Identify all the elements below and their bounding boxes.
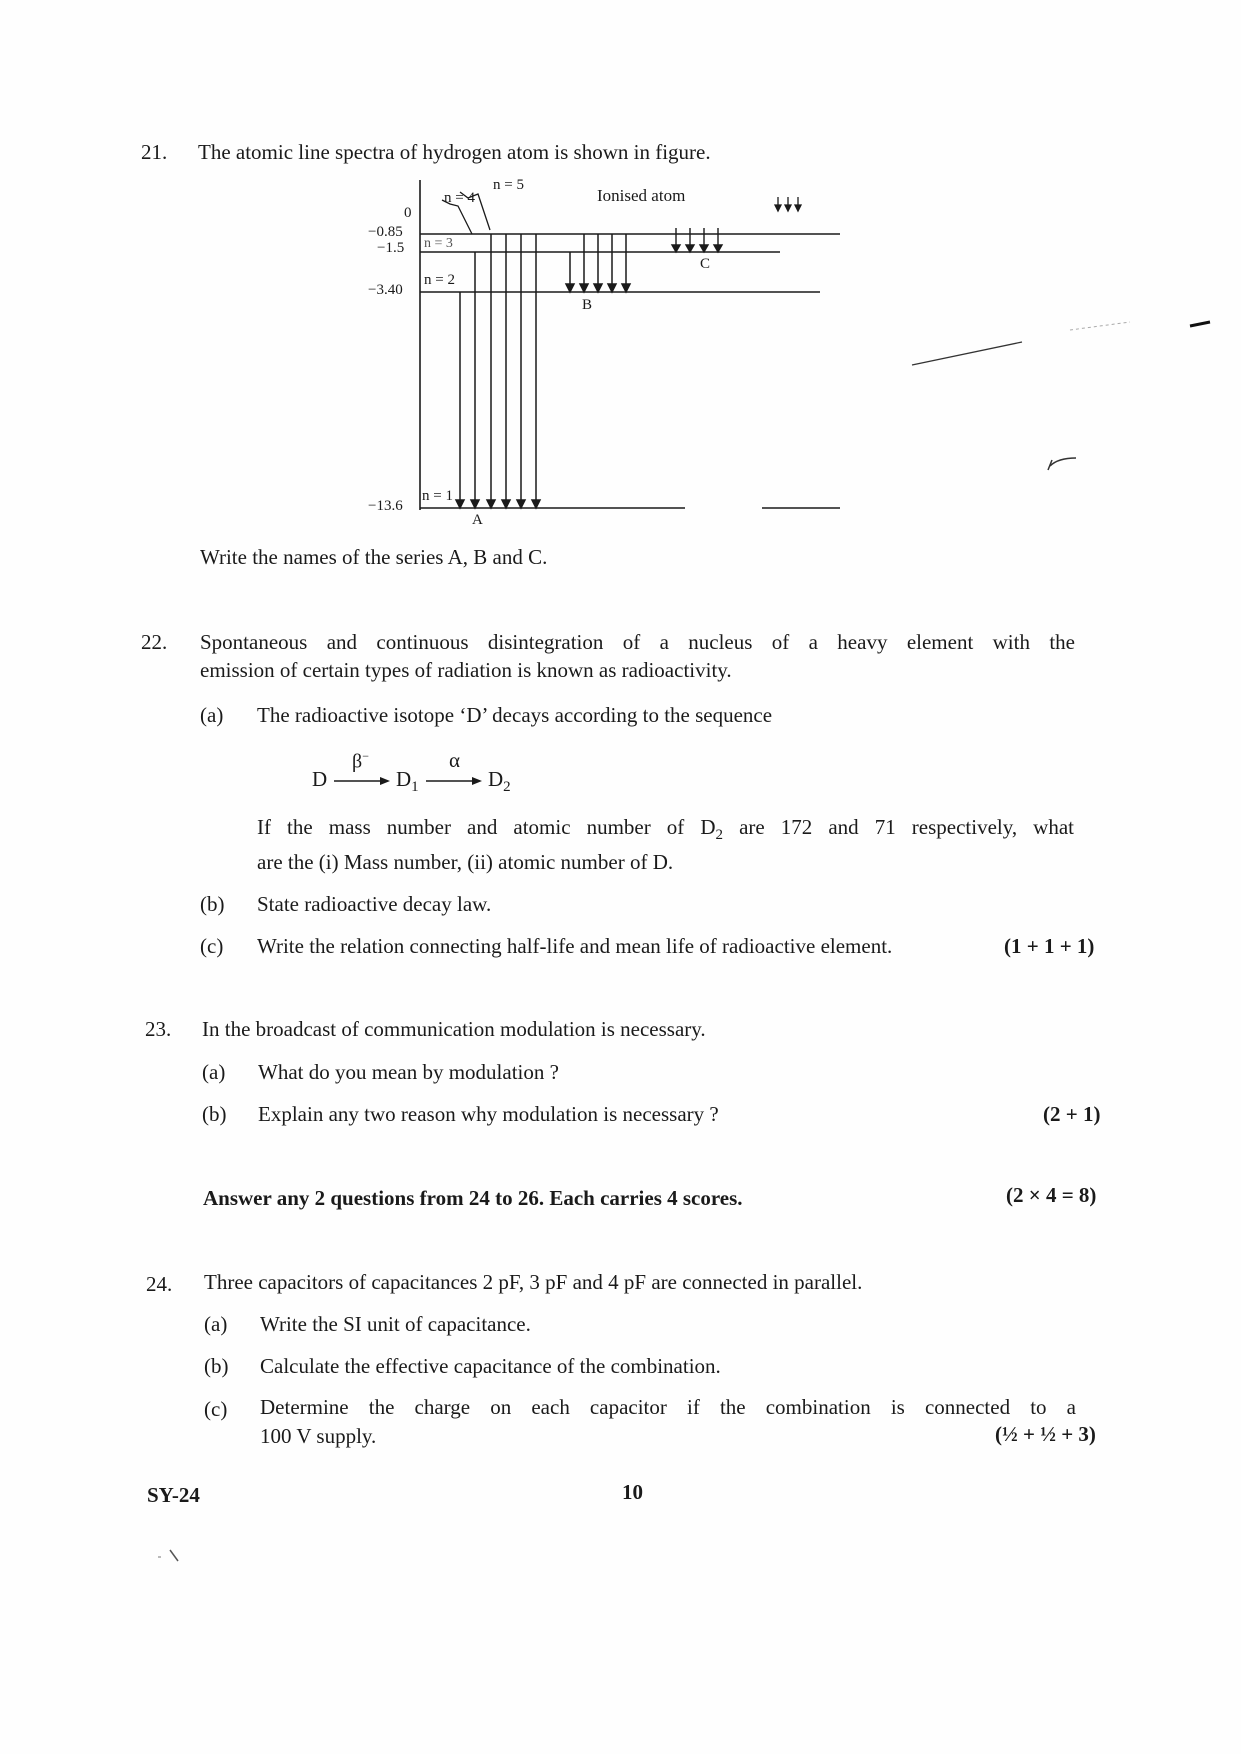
q22a-label: (a)	[200, 703, 224, 727]
eq-alpha: α	[449, 748, 461, 772]
energy-0: 0	[404, 205, 412, 221]
q22-number: 22.	[141, 630, 168, 654]
label-n3: n = 3	[424, 236, 453, 251]
q23-number: 23.	[145, 1017, 172, 1041]
q24a-text: Write the SI unit of capacitance.	[260, 1312, 531, 1336]
q22a-text: The radioactive isotope ‘D’ decays according to the sequence	[257, 703, 773, 727]
q24c-text2: 100 V supply.	[260, 1424, 377, 1448]
q23b-label: (b)	[202, 1102, 227, 1126]
q22-line2: emission of certain types of radiation is known as radioactivity.	[200, 658, 732, 682]
q23a-label: (a)	[202, 1060, 226, 1084]
q22c-text: Write the relation connecting half-life and mean life of radioactive element.	[257, 934, 893, 958]
q24b-text: Calculate the effective capacitance of the combination.	[260, 1354, 721, 1378]
eq-d2: $D_2$	[488, 767, 511, 795]
q24c-label: (c)	[204, 1397, 228, 1421]
q22c-label: (c)	[200, 934, 224, 958]
q24a-label: (a)	[204, 1312, 228, 1336]
label-ionised-atom: Ionised atom	[597, 186, 686, 205]
q22-score: (1 + 1 + 1)	[1004, 934, 1095, 958]
energy-neg-136: −13.6	[368, 498, 403, 514]
q24-text: Three capacitors of capacitances 2 pF, 3 pF and 4 pF are connected in parallel.	[204, 1270, 863, 1294]
q24c-text1: Determine the charge on each capacitor if the combination is connected to a	[260, 1395, 1076, 1419]
q23-score: (2 + 1)	[1043, 1102, 1101, 1126]
scan-marks	[900, 320, 1240, 490]
q23a-text: What do you mean by modulation ?	[258, 1060, 559, 1084]
series-label-b: B	[582, 297, 593, 313]
q24b-label: (b)	[204, 1354, 229, 1378]
series-label-c: C	[700, 256, 711, 272]
q22a-cont1: If the mass number and atomic number of $D_2$ are 172 and 71 respectively, what	[257, 815, 1074, 843]
eq-arrow-2	[426, 776, 482, 786]
series-b-arrows	[566, 234, 630, 292]
scan-mark-bottom	[150, 1545, 190, 1575]
series-a-arrows	[456, 234, 540, 508]
extra-arrows	[775, 197, 801, 211]
q22-line1: Spontaneous and continuous disintegration of a nucleus of a heavy element with the	[200, 630, 1075, 654]
q22b-label: (b)	[200, 892, 225, 916]
q23-text: In the broadcast of communication modulation is necessary.	[202, 1017, 706, 1041]
eq-d1: $D_1$	[396, 767, 419, 795]
q22b-text: State radioactive decay law.	[257, 892, 492, 916]
label-n5: n = 5	[493, 177, 524, 193]
energy-levels	[420, 234, 840, 508]
decay-equation	[312, 748, 532, 797]
eq-beta: β−	[352, 749, 369, 773]
q21-text: The atomic line spectra of hydrogen atom is shown in figure.	[198, 140, 711, 164]
q24-score: (½ + ½ + 3)	[995, 1422, 1096, 1446]
energy-neg-085: −0.85	[368, 224, 403, 240]
label-n1: n = 1	[422, 488, 453, 504]
q22a-cont2: are the (i) Mass number, (ii) atomic number of D.	[257, 850, 674, 874]
hydrogen-spectra-diagram	[360, 172, 860, 532]
section-instruction: Answer any 2 questions from 24 to 26. Each carries 4 scores.	[203, 1186, 743, 1210]
energy-neg-15: −1.5	[377, 240, 405, 256]
q21-number: 21.	[141, 140, 168, 164]
label-n4: n = 4	[444, 190, 475, 206]
series-label-a: A	[472, 512, 483, 528]
eq-arrow-1	[334, 776, 390, 786]
energy-neg-340: −3.40	[368, 282, 403, 298]
q23b-text: Explain any two reason why modulation is necessary ?	[258, 1102, 719, 1126]
q24-number: 24.	[146, 1272, 173, 1296]
eq-d: D	[312, 767, 328, 791]
label-n2: n = 2	[424, 272, 455, 288]
series-c-arrows	[672, 228, 722, 252]
page-number: 10	[622, 1480, 643, 1504]
section-score: (2 × 4 = 8)	[1006, 1183, 1097, 1207]
footer-code: SY-24	[147, 1483, 200, 1507]
q21-prompt: Write the names of the series A, B and C.	[200, 545, 548, 569]
